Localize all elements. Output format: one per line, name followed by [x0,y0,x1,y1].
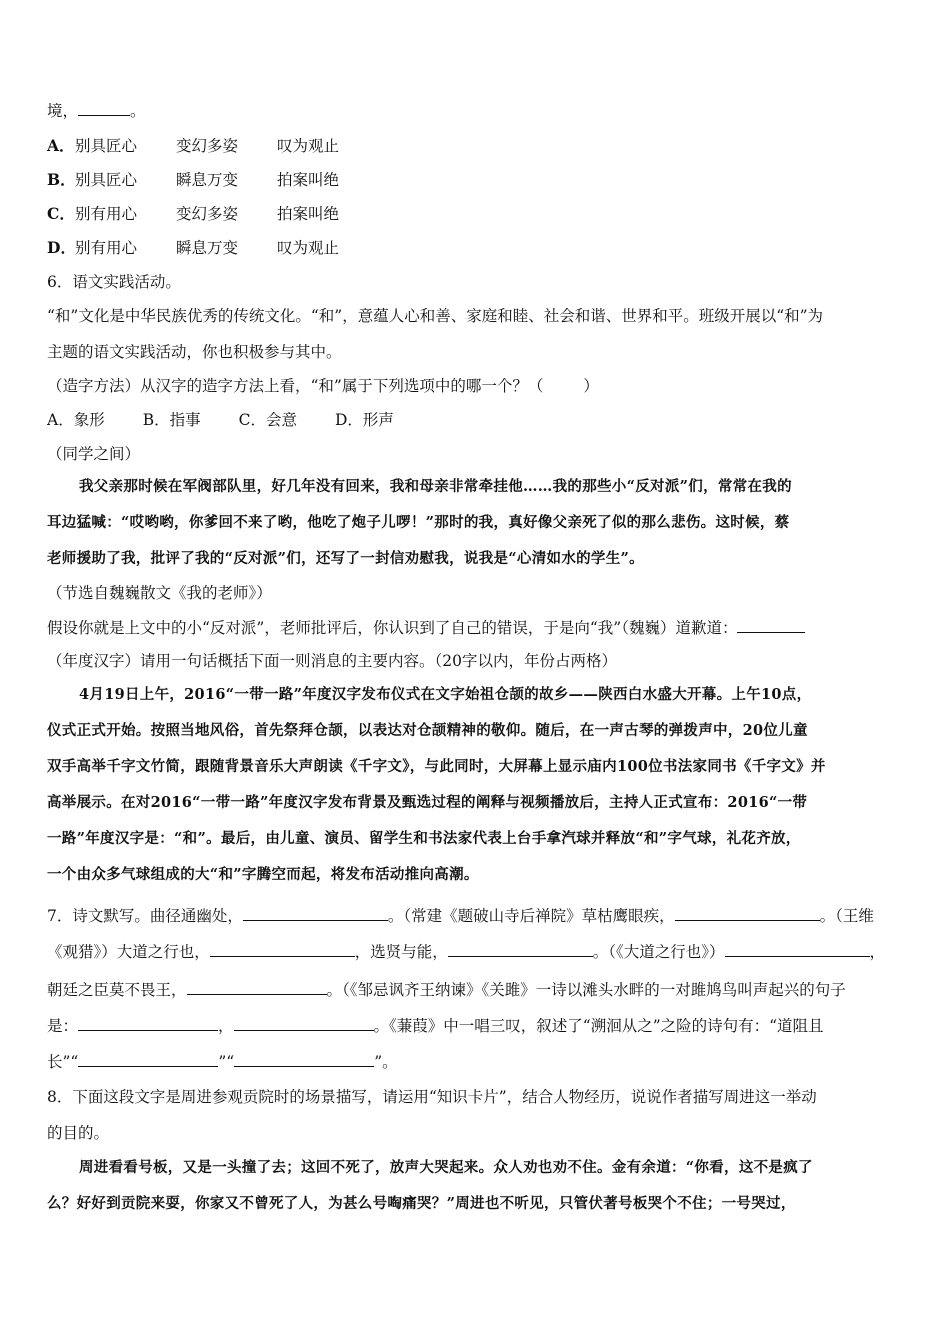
q7-text: 7．诗文默写。曲径通幽处， [47,907,243,925]
q6-intro-line-1: “和”文化是中华民族优秀的传统文化。“和”，意蕴人心和善、家庭和睦、社会和谐、世界和平。班级开展以“和”为 [47,307,824,325]
answer-blank[interactable] [448,940,593,957]
answer-blank[interactable] [78,1050,218,1067]
option-word-1: 别具匠心 [75,171,138,189]
answer-blank[interactable] [187,978,327,995]
option-letter: D． [47,238,76,257]
q6-title: 6．语文实践活动。 [47,273,181,291]
zaozi-question-close: ） [583,377,599,395]
option-word-2: 变幻多姿 [176,205,239,223]
q7-text: ， [218,1017,234,1035]
option-letter: B． [47,170,76,189]
passage-line: 一路”年度汉字是：“和”。最后，由儿童、演员、留学生和书法家代表上台手拿汽球并释放“和”字气球，礼花齐放， [47,830,801,847]
apology-question [47,616,907,639]
option-word-2: 变幻多姿 [176,137,239,155]
q7-text: ”“ [218,1053,235,1071]
q7-text: ”。 [374,1053,398,1071]
answer-blank[interactable] [725,940,870,957]
passage-line: 双手高举千字文竹简，跟随背景音乐大声朗读《千字文》，与此同时，大屏幕上显示庙内100位书法家同书《千字文》并 [47,758,826,775]
passage-source: （节选自魏巍散文《我的老师》） [47,584,272,602]
q7-text: 朝廷之臣莫不畏王， [47,981,187,999]
answer-blank[interactable] [737,616,805,633]
answer-blank[interactable] [78,99,130,116]
option-word-2: 瞬息万变 [176,239,239,257]
q7-text: ，选贤与能， [354,943,448,961]
option-letter: A． [47,136,75,155]
passage-line: 耳边猛喊：“哎哟哟，你爹回不来了哟，他吃了炮子儿啰！”那时的我，真好像父亲死了似的那么悲伤。这时候，蔡 [47,514,790,531]
option-letter: C． [47,204,75,223]
q6-zaozi-options [47,409,907,431]
q7-text: 《观猎》）大道之行也， [47,943,210,961]
passage-line: 一个由众多气球组成的大“和”字腾空而起，将发布活动推向高潮。 [47,866,479,883]
option-word-2: 瞬息万变 [176,171,239,189]
q5-tail-line [47,99,907,122]
option-word-3: 拍案叫绝 [277,205,340,223]
q5-option-b[interactable] [47,169,907,191]
option-word-1: 别有用心 [75,205,138,223]
zaozi-option-a[interactable]: A．象形 [47,411,105,429]
q7-line-5 [47,1050,907,1073]
q5-tail-text: 境， [47,102,79,120]
q5-option-c[interactable] [47,203,907,225]
q5-option-a[interactable] [47,135,907,157]
passage-line: 高举展示。在对2016“一带一路”年度汉字发布背景及甄选过程的阐释与视频播放后，主持人正式宣布：2016“一带 [47,794,808,811]
q7-text: ， [869,943,886,961]
q5-option-d[interactable] [47,237,907,259]
q6-intro-line-2: 主题的语文实践活动，你也积极参与其中。 [47,343,342,361]
q7-text: 。（王维 [819,907,874,925]
passage-line: 么？好好到贡院来耍，你家又不曾死了人，为甚么号啕痛哭？”周进也不听见，只管伏著号板哭个不住；一号哭过， [47,1195,796,1212]
passage-line: 4月19日上午，2016“一带一路”年度汉字发布仪式在文字始祖仓颉的故乡——陕西白水盛大开幕。上午10点， [79,686,812,703]
zaozi-option-d[interactable]: D．形声 [334,411,394,429]
answer-blank[interactable] [210,940,355,957]
q6-zaozi-question [47,375,907,397]
option-word-3: 拍案叫绝 [277,171,340,189]
q5-tail-end: 。 [130,102,146,120]
answer-blank[interactable] [234,1014,374,1031]
apology-question-text: 假设你就是上文中的小“反对派”，老师批评后，你认识到了自己的错误，于是向“我”（魏巍）道歉道： [47,619,738,637]
hanzi-question: （年度汉字）请用一句话概括下面一则消息的主要内容。（20字以内，年份占两格） [47,652,617,670]
answer-blank[interactable] [675,904,820,921]
q7-text: 。（《大道之行也》） [592,943,725,961]
tongxue-heading: （同学之间） [47,445,141,463]
option-word-1: 别具匠心 [75,137,138,155]
q7-text: 。（《邹忌讽齐王纳谏》《关雎》一诗以滩头水畔的一对雎鸠鸟叫声起兴的句子 [326,981,846,999]
option-word-3: 叹为观止 [277,137,340,155]
answer-blank[interactable] [234,1050,374,1067]
zaozi-option-b[interactable]: B．指事 [142,411,201,429]
zaozi-question-text: （造字方法）从汉字的造字方法上看，“和”属于下列选项中的哪一个？（ [47,377,544,395]
q8-question-line-2: 的目的。 [47,1124,110,1142]
passage-line: 老师援助了我，批评了我的“反对派”们，还写了一封信劝慰我，说我是“心清如水的学生”。 [47,550,644,567]
q7-text: 。《蒹葭》中一唱三叹，叙述了“溯洄从之”之险的诗句有：“道阻且 [373,1017,824,1035]
q7-text: 。（常建《题破山寺后禅院》草枯鹰眼疾， [387,907,675,925]
q7-line-4 [47,1014,907,1037]
option-word-3: 叹为观止 [277,239,340,257]
answer-blank[interactable] [78,1014,218,1031]
q8-question-line-1: 8．下面这段文字是周进参观贡院时的场景描写，请运用“知识卡片”，结合人物经历，说说作者描写周进这一举动 [47,1088,817,1106]
passage-line: 周进看看号板，又是一头撞了去；这回不死了，放声大哭起来。众人劝也劝不住。金有余道：“你看，这不是疯了 [79,1159,813,1176]
option-word-1: 别有用心 [75,239,138,257]
q7-line-3 [47,978,907,1001]
passage-line: 我父亲那时候在军阀部队里，好几年没有回来，我和母亲非常牵挂他……我的那些小“反对派”们，常常在我的 [79,478,792,495]
q7-line-2 [47,940,907,963]
zaozi-option-c[interactable]: C．会意 [238,411,297,429]
answer-blank[interactable] [243,904,388,921]
q7-text: 长”“ [47,1053,79,1071]
q7-text: 是： [47,1017,79,1035]
passage-line: 仪式正式开始。按照当地风俗，首先祭拜仓颉，以表达对仓颉精神的敬仰。随后，在一声古琴的弹拨声中，20位儿童 [47,722,808,739]
q7-line-1 [47,904,907,927]
